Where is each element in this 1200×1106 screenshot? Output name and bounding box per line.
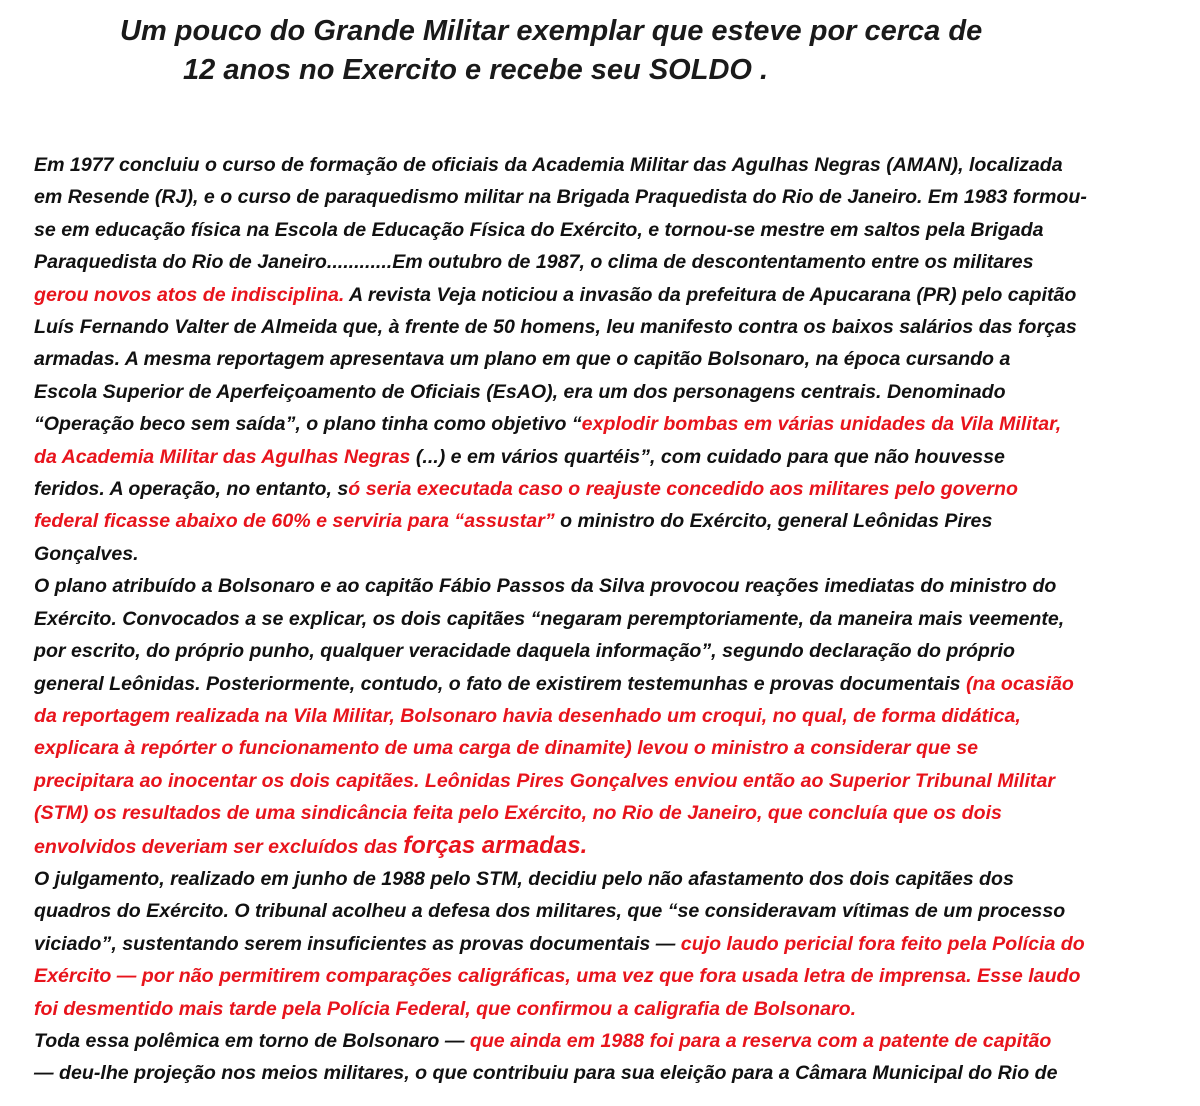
highlighted-text: explodir bombas em várias unidades da Vila Militar, bbox=[581, 413, 1062, 436]
text-segment: Gonçalves. bbox=[34, 542, 139, 565]
body-line bbox=[34, 635, 1194, 667]
text-segment: Escola Superior de Aperfeiçoamento de Oficiais (EsAO), era um dos personagens centrais. Denominado bbox=[34, 380, 1006, 403]
text-segment: — deu-lhe projeção nos meios militares, o que contribuiu para sua eleição para a Câmara Municipal do Rio de bbox=[34, 1062, 1058, 1085]
body-line bbox=[34, 960, 1194, 992]
body-line bbox=[34, 863, 1194, 895]
body-line bbox=[34, 505, 1194, 537]
text-segment: em Resende (RJ), e o curso de paraquedismo militar na Brigada Praquedista do Rio de Janeiro. Em 1983 formou- bbox=[34, 186, 1087, 209]
body-line bbox=[34, 149, 1194, 181]
text-segment: quadros do Exército. O tribunal acolheu a defesa dos militares, que “se consideravam vítimas de um processo bbox=[34, 900, 1066, 923]
body-line bbox=[34, 830, 1194, 863]
text-segment: Toda essa polêmica em torno de Bolsonaro — bbox=[34, 1029, 470, 1052]
body-line bbox=[34, 570, 1194, 602]
highlighted-text: gerou novos atos de indisciplina. bbox=[34, 283, 345, 306]
body-line bbox=[34, 700, 1194, 732]
body-line bbox=[34, 408, 1194, 440]
title-line-2: 12 anos no Exercito e recebe seu SOLDO . bbox=[183, 54, 769, 86]
body-line bbox=[34, 797, 1194, 829]
highlighted-text: precipitara ao inocentar os dois capitães. Leônidas Pires Gonçalves enviou então ao Superior Tribunal Militar bbox=[34, 769, 1055, 792]
text-segment: “Operação beco sem saída”, o plano tinha como objetivo “ bbox=[34, 413, 582, 436]
text-segment: se em educação física na Escola de Educação Física do Exército, e tornou-se mestre em saltos pela Brigada bbox=[34, 218, 1044, 241]
body-line bbox=[34, 765, 1194, 797]
body-line bbox=[34, 343, 1194, 375]
highlighted-text: (na ocasião bbox=[966, 672, 1074, 695]
body-line bbox=[34, 279, 1194, 311]
text-segment: A revista Veja noticiou a invasão da prefeitura de Apucarana (PR) pelo capitão bbox=[344, 283, 1077, 306]
body-line bbox=[34, 732, 1194, 764]
text-segment: Luís Fernando Valter de Almeida que, à frente de 50 homens, leu manifesto contra os baixos salários das forças bbox=[34, 316, 1077, 339]
highlighted-text: da Academia Militar das Agulhas Negras bbox=[34, 445, 411, 468]
highlighted-text: Exército — por não permitirem comparações caligráficas, uma vez que fora usada letra de imprensa. Esse laudo bbox=[34, 965, 1081, 988]
body-line bbox=[34, 441, 1194, 473]
page-title bbox=[0, 12, 1200, 90]
body-line bbox=[34, 668, 1194, 700]
highlighted-text: da reportagem realizada na Vila Militar, Bolsonaro havia desenhado um croqui, no qual, de forma didática, bbox=[34, 704, 1021, 727]
body-line bbox=[34, 214, 1194, 246]
text-segment: viciado”, sustentando serem insuficientes as provas documentais — bbox=[34, 932, 681, 955]
body-line bbox=[34, 473, 1194, 505]
highlighted-text: (STM) os resultados de uma sindicância feita pelo Exército, no Rio de Janeiro, que concluía que os dois bbox=[34, 802, 1002, 825]
text-segment: general Leônidas. Posteriormente, contudo, o fato de existirem testemunhas e provas documentais bbox=[34, 672, 967, 695]
text-segment: o ministro do Exército, general Leônidas Pires bbox=[554, 510, 993, 533]
highlighted-text: envolvidos deveriam ser excluídos das bbox=[34, 835, 404, 858]
highlighted-text: forças armadas. bbox=[403, 831, 588, 859]
body-line bbox=[34, 181, 1194, 213]
text-segment: O julgamento, realizado em junho de 1988 pelo STM, decidiu pelo não afastamento dos dois capitães dos bbox=[34, 867, 1014, 890]
text-segment: por escrito, do próprio punho, qualquer veracidade daquela informação”, segundo declaração do próprio bbox=[34, 640, 1015, 663]
article-body bbox=[34, 149, 1194, 1085]
text-segment: (...) e em vários quartéis”, com cuidado para que não houvesse bbox=[410, 445, 1005, 468]
body-line bbox=[34, 246, 1194, 278]
body-line bbox=[34, 311, 1194, 343]
body-line bbox=[34, 376, 1194, 408]
highlighted-text: explicara à repórter o funcionamento de uma carga de dinamite) levou o ministro a considerar que se bbox=[34, 737, 979, 760]
highlighted-text: que ainda em 1988 foi para a reserva com a patente de capitão bbox=[469, 1029, 1052, 1052]
highlighted-text: ó seria executada caso o reajuste concedido aos militares pelo governo bbox=[348, 478, 1018, 501]
body-line bbox=[34, 895, 1194, 927]
body-line bbox=[34, 993, 1194, 1025]
body-line bbox=[34, 1025, 1194, 1057]
highlighted-text: foi desmentido mais tarde pela Polícia Federal, que confirmou a caligrafia de Bolsonaro. bbox=[34, 997, 857, 1020]
text-segment: Paraquedista do Rio de Janeiro............Em outubro de 1987, o clima de descontentamento entre os militares bbox=[34, 251, 1034, 274]
highlighted-text: federal ficasse abaixo de 60% e serviria para “assustar” bbox=[34, 510, 555, 533]
body-line bbox=[34, 538, 1194, 570]
text-segment: O plano atribuído a Bolsonaro e ao capitão Fábio Passos da Silva provocou reações imediatas do ministro do bbox=[34, 575, 1057, 598]
text-segment: feridos. A operação, no entanto, s bbox=[34, 478, 349, 501]
text-segment: armadas. A mesma reportagem apresentava um plano em que o capitão Bolsonaro, na época cursando a bbox=[34, 348, 1011, 371]
body-line bbox=[34, 1057, 1194, 1089]
body-line bbox=[34, 928, 1194, 960]
body-line bbox=[34, 603, 1194, 635]
text-segment: Em 1977 concluiu o curso de formação de oficiais da Academia Militar das Agulhas Negras (AMAN), localizada bbox=[34, 154, 1063, 176]
text-segment: Exército. Convocados a se explicar, os dois capitães “negaram peremptoriamente, da maneira mais veemente, bbox=[34, 607, 1065, 630]
title-line-1: Um pouco do Grande Militar exemplar que esteve por cerca de bbox=[120, 15, 983, 47]
highlighted-text: cujo laudo pericial fora feito pela Polícia do bbox=[680, 932, 1085, 955]
